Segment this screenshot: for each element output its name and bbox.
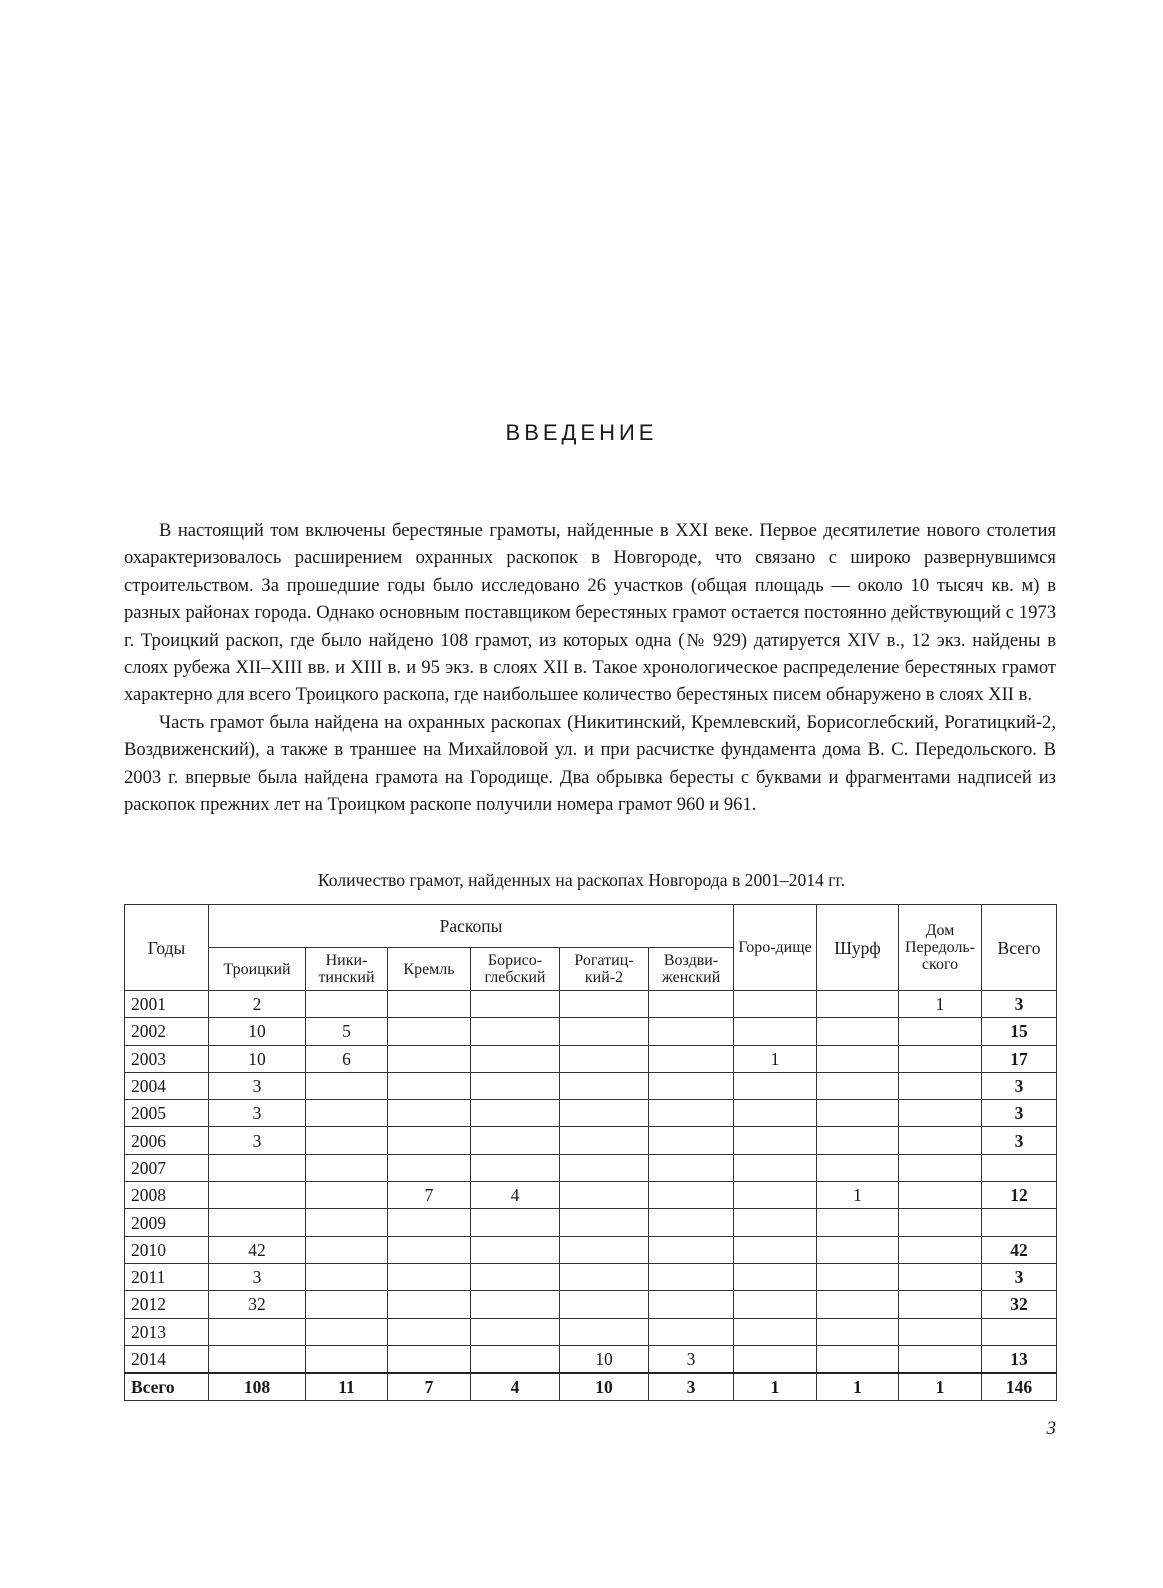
- count-cell: [560, 1100, 649, 1127]
- count-cell: [734, 1291, 817, 1318]
- count-cell: [209, 1318, 306, 1345]
- header-kreml: Кремль: [388, 948, 471, 991]
- total-cell: 1: [734, 1373, 817, 1401]
- count-cell: [817, 1345, 899, 1373]
- count-cell: [899, 1318, 982, 1345]
- count-cell: [306, 1100, 388, 1127]
- count-cell: [560, 1045, 649, 1072]
- count-cell: [306, 1154, 388, 1181]
- table-row: [125, 1182, 1057, 1209]
- total-label: Всего: [125, 1373, 209, 1401]
- count-cell: [471, 1045, 560, 1072]
- count-cell: [388, 1318, 471, 1345]
- header-vozdvizhensky: Воздви-женский: [649, 948, 734, 991]
- row-total-cell: 32: [982, 1291, 1057, 1318]
- count-cell: [899, 1100, 982, 1127]
- year-cell: 2004: [125, 1072, 209, 1099]
- intro-text: [124, 517, 1056, 818]
- count-cell: [734, 1072, 817, 1099]
- total-cell: 1: [899, 1373, 982, 1401]
- count-cell: 6: [306, 1045, 388, 1072]
- table-row: [125, 1345, 1057, 1373]
- year-cell: 2007: [125, 1154, 209, 1181]
- row-total-cell: 3: [982, 1072, 1057, 1099]
- row-total-cell: [982, 1154, 1057, 1181]
- year-cell: 2005: [125, 1100, 209, 1127]
- count-cell: 3: [209, 1100, 306, 1127]
- header-total: Всего: [982, 905, 1057, 991]
- count-cell: [388, 1045, 471, 1072]
- count-cell: [388, 1345, 471, 1373]
- table-row: [125, 1154, 1057, 1181]
- year-cell: 2006: [125, 1127, 209, 1154]
- count-cell: [471, 1263, 560, 1290]
- count-cell: 3: [209, 1263, 306, 1290]
- count-cell: [306, 1318, 388, 1345]
- count-cell: [817, 1100, 899, 1127]
- count-cell: [471, 1154, 560, 1181]
- count-cell: 3: [649, 1345, 734, 1373]
- count-cell: [471, 1345, 560, 1373]
- count-cell: [649, 1045, 734, 1072]
- count-cell: [388, 1291, 471, 1318]
- count-cell: [817, 1154, 899, 1181]
- header-borisoglebsky: Борисо-глебский: [471, 948, 560, 991]
- count-cell: [817, 1318, 899, 1345]
- count-cell: [471, 1209, 560, 1236]
- count-cell: [817, 1045, 899, 1072]
- count-cell: [471, 1236, 560, 1263]
- table-row: [125, 1018, 1057, 1045]
- count-cell: 7: [388, 1182, 471, 1209]
- count-cell: [817, 1018, 899, 1045]
- table-row: [125, 991, 1057, 1018]
- count-cell: [649, 1182, 734, 1209]
- count-cell: [388, 1263, 471, 1290]
- count-cell: [560, 1154, 649, 1181]
- count-cell: 1: [734, 1045, 817, 1072]
- count-cell: 5: [306, 1018, 388, 1045]
- count-cell: [306, 1127, 388, 1154]
- row-total-cell: 12: [982, 1182, 1057, 1209]
- count-cell: [306, 1072, 388, 1099]
- table-row: [125, 1209, 1057, 1236]
- count-cell: [388, 1072, 471, 1099]
- row-total-cell: 42: [982, 1236, 1057, 1263]
- total-cell: 108: [209, 1373, 306, 1401]
- count-cell: [471, 1291, 560, 1318]
- count-cell: [560, 1209, 649, 1236]
- table-row: [125, 1127, 1057, 1154]
- count-cell: [560, 1236, 649, 1263]
- count-cell: [817, 991, 899, 1018]
- count-cell: [209, 1345, 306, 1373]
- count-cell: [899, 1291, 982, 1318]
- total-row: [125, 1373, 1057, 1401]
- count-cell: 10: [560, 1345, 649, 1373]
- count-cell: [734, 1182, 817, 1209]
- count-cell: 3: [209, 1072, 306, 1099]
- year-cell: 2009: [125, 1209, 209, 1236]
- count-cell: [471, 1127, 560, 1154]
- count-cell: [734, 1318, 817, 1345]
- count-cell: [306, 1291, 388, 1318]
- row-total-cell: 3: [982, 1263, 1057, 1290]
- count-cell: [734, 1018, 817, 1045]
- count-cell: [388, 991, 471, 1018]
- count-cell: [817, 1236, 899, 1263]
- count-cell: [734, 1100, 817, 1127]
- count-cell: [306, 1209, 388, 1236]
- year-cell: 2001: [125, 991, 209, 1018]
- paragraph-2: Часть грамот была найдена на охранных раскопах (Никитинский, Кремлевский, Борисоглебский, Рогатицкий-2, Воздвиженский), а также в траншее на Михайловой ул. и при расчистке фундамента дома В. С. Передольского. В 2003 г. впервые была найдена грамота на Городище. Два обрывка бересты с буквами и фрагментами надписей из раскопок прежних лет на Троицком раскопе получили номера грамот 960 и 961.: [124, 711, 1056, 816]
- count-cell: [560, 1291, 649, 1318]
- count-cell: [899, 1263, 982, 1290]
- count-cell: 3: [209, 1127, 306, 1154]
- total-cell: 3: [649, 1373, 734, 1401]
- table-row: [125, 1100, 1057, 1127]
- row-total-cell: 17: [982, 1045, 1057, 1072]
- year-cell: 2011: [125, 1263, 209, 1290]
- count-cell: [306, 1263, 388, 1290]
- grand-total: 146: [982, 1373, 1057, 1401]
- row-total-cell: 15: [982, 1018, 1057, 1045]
- row-total-cell: 3: [982, 1127, 1057, 1154]
- count-cell: 42: [209, 1236, 306, 1263]
- count-cell: [899, 1345, 982, 1373]
- count-cell: [649, 1318, 734, 1345]
- row-total-cell: [982, 1209, 1057, 1236]
- count-cell: [734, 1236, 817, 1263]
- year-cell: 2013: [125, 1318, 209, 1345]
- header-shurf: Шурф: [817, 905, 899, 991]
- count-cell: [899, 1127, 982, 1154]
- header-house: Дом Передоль-ского: [899, 905, 982, 991]
- table-row: [125, 1291, 1057, 1318]
- header-rogatitsky: Рогатиц-кий-2: [560, 948, 649, 991]
- total-cell: 1: [817, 1373, 899, 1401]
- count-cell: [649, 1291, 734, 1318]
- header-excavations: Раскопы: [209, 905, 734, 948]
- count-cell: [560, 1018, 649, 1045]
- year-cell: 2008: [125, 1182, 209, 1209]
- count-cell: [388, 1100, 471, 1127]
- count-cell: [899, 1236, 982, 1263]
- count-cell: [471, 991, 560, 1018]
- table-caption: Количество грамот, найденных на раскопах Новгорода в 2001–2014 гг.: [317, 870, 846, 890]
- page-heading: ВВЕДЕНИЕ: [505, 420, 658, 445]
- count-cell: [649, 1263, 734, 1290]
- count-cell: [649, 1209, 734, 1236]
- count-cell: [471, 1100, 560, 1127]
- paragraph-1: В настоящий том включены берестяные грамоты, найденные в XXI веке. Первое десятилетие нового столетия охарактеризовалось расширением охранных раскопок в Новгороде, что связано с широко развернувшимся строительством. За прошедшие годы было исследовано 26 участков (общая площадь — около 10 тысяч кв. м) в разных районах города. Однако основным поставщиком берестяных грамот остается постоянно действующий с 1973 г. Троицкий раскоп, где было найдено 108 грамот, из которых одна (№ 929) датируется XIV в., 12 экз. найдены в слоях рубежа XII–XIII вв. и XIII в. и 95 экз. в слоях XII в. Такое хронологическое распределение берестяных грамот характерно для всего Троицкого раскопа, где наибольшее количество берестяных писем обнаружено в слоях XII в.: [124, 520, 1056, 706]
- total-cell: 10: [560, 1373, 649, 1401]
- total-cell: 7: [388, 1373, 471, 1401]
- total-cell: 4: [471, 1373, 560, 1401]
- count-cell: [734, 1263, 817, 1290]
- header-years: Годы: [125, 905, 209, 991]
- count-cell: [388, 1127, 471, 1154]
- count-cell: [734, 1127, 817, 1154]
- count-cell: [899, 1045, 982, 1072]
- count-cell: [817, 1072, 899, 1099]
- count-cell: [817, 1127, 899, 1154]
- count-cell: [649, 1018, 734, 1045]
- table-row: [125, 1045, 1057, 1072]
- count-cell: [899, 1209, 982, 1236]
- count-cell: [649, 1236, 734, 1263]
- count-cell: 10: [209, 1045, 306, 1072]
- count-cell: 2: [209, 991, 306, 1018]
- count-cell: [209, 1209, 306, 1236]
- table-row: [125, 1236, 1057, 1263]
- count-cell: 4: [471, 1182, 560, 1209]
- count-cell: [649, 1072, 734, 1099]
- header-gorodishche: Горо-дище: [734, 905, 817, 991]
- year-cell: 2012: [125, 1291, 209, 1318]
- count-cell: [649, 1154, 734, 1181]
- count-cell: [560, 1318, 649, 1345]
- count-cell: [734, 1154, 817, 1181]
- count-cell: 32: [209, 1291, 306, 1318]
- count-cell: [560, 1127, 649, 1154]
- count-cell: [560, 1263, 649, 1290]
- count-cell: 1: [817, 1182, 899, 1209]
- count-cell: [899, 1072, 982, 1099]
- count-cell: [817, 1209, 899, 1236]
- count-cell: [817, 1263, 899, 1290]
- row-total-cell: 3: [982, 1100, 1057, 1127]
- count-cell: [388, 1154, 471, 1181]
- count-cell: [306, 1345, 388, 1373]
- table-row: [125, 1263, 1057, 1290]
- count-cell: [899, 1018, 982, 1045]
- count-cell: [388, 1209, 471, 1236]
- count-cell: 1: [899, 991, 982, 1018]
- table-row: [125, 1072, 1057, 1099]
- finds-table: [124, 904, 1057, 1401]
- count-cell: [649, 1100, 734, 1127]
- total-cell: 11: [306, 1373, 388, 1401]
- count-cell: [817, 1291, 899, 1318]
- count-cell: [209, 1182, 306, 1209]
- page-number: 3: [1046, 1418, 1056, 1439]
- count-cell: [560, 991, 649, 1018]
- table-row: [125, 1318, 1057, 1345]
- count-cell: [388, 1018, 471, 1045]
- count-cell: [649, 1127, 734, 1154]
- count-cell: [471, 1318, 560, 1345]
- count-cell: [306, 991, 388, 1018]
- count-cell: 10: [209, 1018, 306, 1045]
- count-cell: [306, 1182, 388, 1209]
- count-cell: [471, 1018, 560, 1045]
- row-total-cell: [982, 1318, 1057, 1345]
- count-cell: [734, 1209, 817, 1236]
- row-total-cell: 13: [982, 1345, 1057, 1373]
- header-nikitinsky: Ники-тинский: [306, 948, 388, 991]
- count-cell: [560, 1182, 649, 1209]
- year-cell: 2002: [125, 1018, 209, 1045]
- row-total-cell: 3: [982, 991, 1057, 1018]
- year-cell: 2010: [125, 1236, 209, 1263]
- year-cell: 2003: [125, 1045, 209, 1072]
- count-cell: [899, 1182, 982, 1209]
- count-cell: [649, 991, 734, 1018]
- count-cell: [471, 1072, 560, 1099]
- header-troitsky: Троицкий: [209, 948, 306, 991]
- count-cell: [899, 1154, 982, 1181]
- count-cell: [306, 1236, 388, 1263]
- count-cell: [209, 1154, 306, 1181]
- count-cell: [734, 991, 817, 1018]
- count-cell: [560, 1072, 649, 1099]
- count-cell: [388, 1236, 471, 1263]
- year-cell: 2014: [125, 1345, 209, 1373]
- count-cell: [734, 1345, 817, 1373]
